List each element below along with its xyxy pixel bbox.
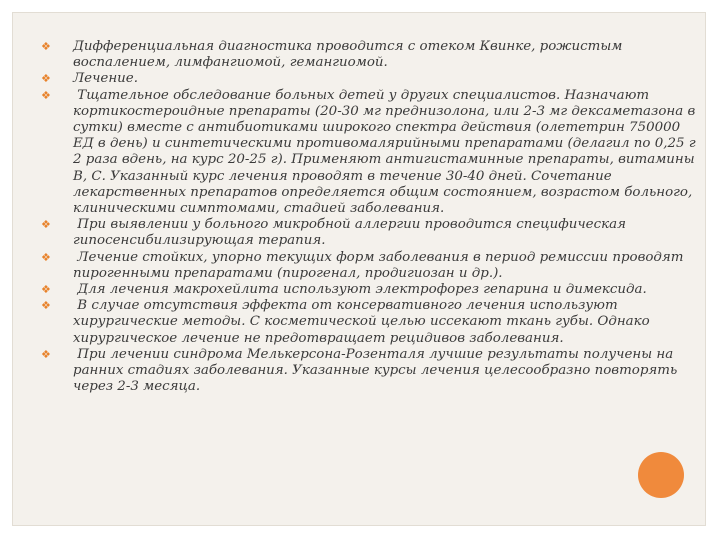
list-item <box>35 71 701 87</box>
bullet-text: Для лечения макрохейлита используют электрофорез гепарина и димексида. <box>73 282 647 298</box>
diamond-bullet-icon: ❖ <box>41 88 51 102</box>
diamond-bullet-icon: ❖ <box>41 40 51 53</box>
bullet-text: Тщательное обследование больных детей у других специалистов. Назначают кортикостероидные препараты (20-30 мг преднизолона, или 2-3 мг дексаметазона в сутки) вместе с антибиотиками широкого спектра действия (олететрин 750000 ЕД в день) и синтетическими противомалярийными препаратами (делагил по 0,25 г 2 раза вдень, на курс 20-25 г). Применяют антигистаминные препараты, витамины В, С. Указанный курс лечения проводят в течение 30-40 дней. Сочетание лекарственных препаратов определяется общим состоянием, возрастом больного, клиническими симптомами, стадией заболевания. <box>73 87 700 217</box>
diamond-bullet-icon: ❖ <box>41 72 51 86</box>
bullet-text: Лечение стойких, упорно текущих форм заболевания в период ремиссии проводят пирогенными препаратами (пирогенал, продигиозан и др.). <box>73 249 688 281</box>
bullet-text: Дифференциальная диагностика проводится с отеком Квинке, рожистым воспалением, лимфангиомой, гемангиомой. <box>73 39 627 71</box>
bullet-text: При лечении синдрома Мелькерсона-Розенталя лучшие результаты получены на ранних стадиях заболевания. Указанные курсы лечения целесообразно повторять через 2-3 месяца. <box>73 346 682 395</box>
decorative-orange-circle <box>638 452 684 498</box>
list-item <box>35 347 701 396</box>
bullet-text: При выявлении у больного микробной аллергии проводится специфическая гипосенсибилизирующая терапия. <box>73 217 631 249</box>
list-item <box>35 217 701 249</box>
slide-content-panel <box>12 12 706 526</box>
diamond-bullet-icon: ❖ <box>41 283 51 297</box>
diamond-bullet-icon: ❖ <box>41 347 51 361</box>
bullet-text: В случае отсутствия эффекта от консервативного лечения используют хирургические методы. С косметической целью иссекают ткань губы. Однако хирургическое лечение не предотвращает рецидивов заболевания. <box>73 298 654 346</box>
bullet-text: Лечение. <box>73 71 138 87</box>
list-item <box>35 250 701 282</box>
list-item <box>35 88 701 218</box>
list-item <box>35 282 701 298</box>
diamond-bullet-icon: ❖ <box>41 218 51 232</box>
list-item <box>35 39 701 71</box>
list-item <box>35 298 701 347</box>
diamond-bullet-icon: ❖ <box>41 299 51 313</box>
diamond-bullet-icon: ❖ <box>41 250 51 264</box>
bullet-list <box>35 39 701 395</box>
